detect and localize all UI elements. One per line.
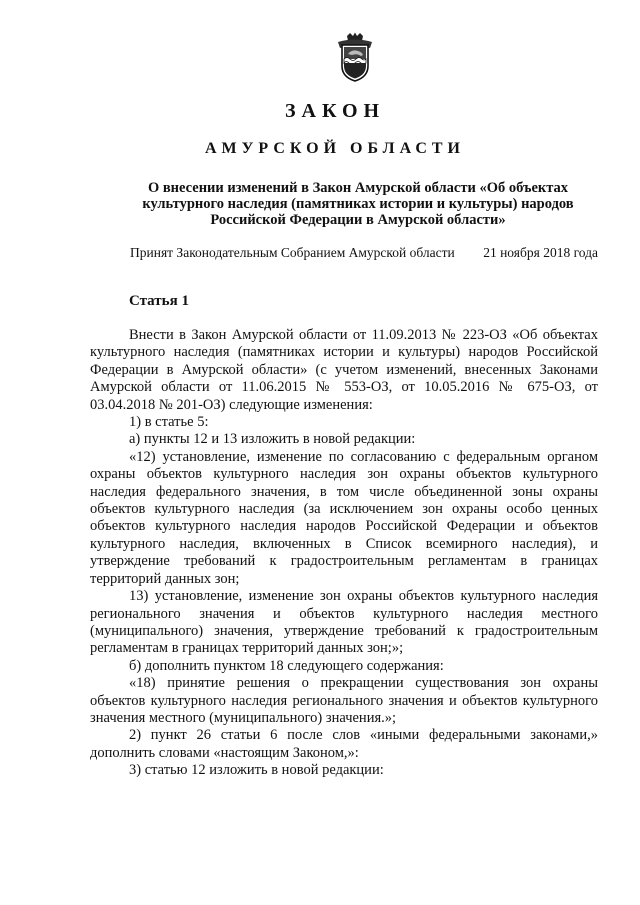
article-paragraph: 2) пункт 26 статьи 6 после слов «иными федеральными законами,» дополнить словами «настоящим Законом,»:	[90, 727, 598, 761]
law-title: ЗАКОН	[284, 100, 386, 122]
article-paragraph: 3) статью 12 изложить в новой редакции:	[129, 762, 384, 779]
article-paragraph: «18) принятие решения о прекращении существования зон охраны объектов культурного наследия регионального значения и объектов культурного значения местного (муниципального) значения.»;	[90, 675, 598, 726]
article-paragraph: а) пункты 12 и 13 изложить в новой редакции:	[129, 431, 416, 448]
adopting-body: Принят Законодательным Собранием Амурской области	[130, 245, 455, 260]
adoption-line	[130, 245, 598, 261]
adoption-date: 21 ноября 2018 года	[483, 245, 598, 260]
law-subject: О внесении изменений в Закон Амурской области «Об объектах культурного наследия (памятниках истории и культуры) народов Российской Федерации в Амурской области»	[142, 180, 574, 228]
region-title: АМУРСКОЙ ОБЛАСТИ	[205, 140, 465, 157]
article-paragraph: б) дополнить пунктом 18 следующего содержания:	[129, 657, 444, 674]
article-heading: Статья 1	[129, 293, 189, 309]
article-paragraph: Внести в Закон Амурской области от 11.09.2013 № 223-ОЗ «Об объектах культурного наследия (памятниках истории и культуры) народов Российской Федерации в Амурской области» (с учетом изменений, внесенных Законами Амурской области от 11.06.2015 № 553-ОЗ, от 10.05.2016 № 675-ОЗ, от 03.04.2018 № 201-ОЗ) следующие изменения:	[90, 327, 598, 413]
article-paragraph: «12) установление, изменение по согласованию с федеральным органом охраны объектов культурного наследия зон охраны объектов культурного наследия федерального значения, в том числе объединенной зоны охраны объектов культурного наследия (за исключением зон охраны особо ценных объектов культурного наследия народов Российской Федерации и объектов культурного наследия, включенных в Список всемирного наследия), и утверждение требований к градостроительным регламентам в границах территорий данных зон;	[90, 448, 598, 587]
coat-of-arms-icon	[334, 32, 376, 82]
article-body	[90, 327, 598, 780]
article-paragraph: 1) в статье 5:	[129, 414, 209, 431]
article-paragraph: 13) установление, изменение зон охраны объектов культурного наследия регионального значения и объектов культурного наследия местного (муниципального) значения, утверждение требований к градостроительным регламентам в границах территорий данных зон;»;	[90, 588, 598, 657]
